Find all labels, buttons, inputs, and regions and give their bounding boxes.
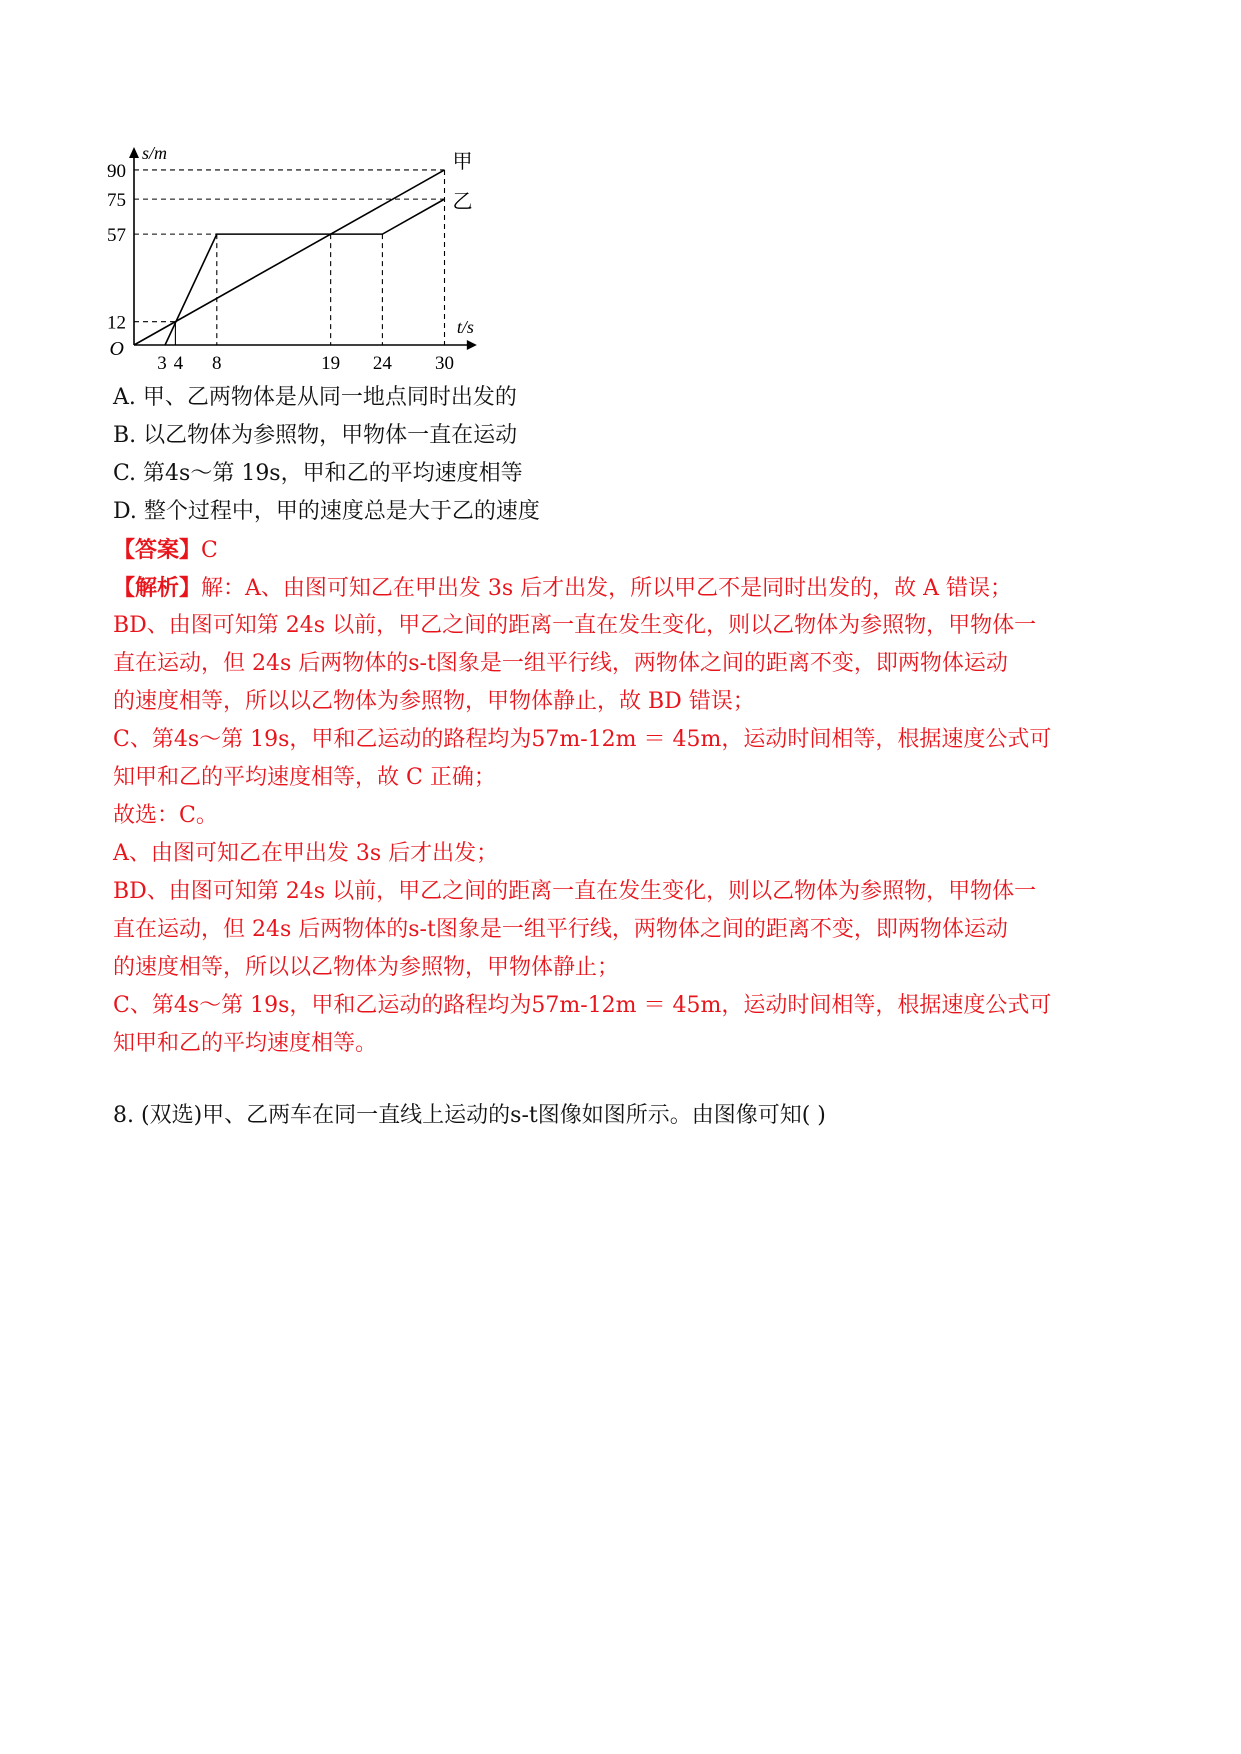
analysis-line-10: 直在运动，但 24s 后两物体的s-t图象是一组平行线，两物体之间的距离不变，即两物体运动 [113,917,1008,942]
series-line-1 [134,170,445,345]
chart-axes [129,147,477,350]
analysis-line-2: BD、由图可知第 24s 以前，甲乙之间的距离一直在发生变化，则以乙物体为参照物，甲物体一 [113,613,1037,638]
y-tick-57: 57 [107,225,126,247]
y-axis-arrow [129,147,139,158]
analysis-line-7: 故选：C。 [113,803,218,828]
answer-value: C [201,538,218,563]
answer-label: 【答案】 [113,537,202,563]
x-tick-19: 19 [321,353,341,374]
x-tick-24: 24 [372,353,392,374]
series-name-1: 甲 [452,150,473,173]
x-tick-30: 30 [435,353,454,374]
x-tick-8: 8 [212,353,222,374]
answer-line [113,535,218,566]
analysis-line-5: C、第4s～第 19s，甲和乙运动的路程均为57m-12m ＝ 45m，运动时间相等，根据速度公式可 [113,727,1052,752]
x-axis-arrow [467,340,477,350]
option-a: A. 甲、乙两物体是从同一地点同时出发的 [113,385,517,410]
y-tick-90: 90 [107,160,126,182]
st-graph [107,143,490,380]
analysis-line-3: 直在运动，但 24s 后两物体的s-t图象是一组平行线，两物体之间的距离不变，即两物体运动 [113,651,1008,676]
analysis-line-11: 的速度相等，所以以乙物体为参照物，甲物体静止； [113,955,620,980]
series-name-2: 乙 [452,191,473,214]
analysis-text-1: 解：A、由图可知乙在甲出发 3s 后才出发，所以甲乙不是同时出发的，故 A 错误； [201,576,1013,601]
analysis-line-9: BD、由图可知第 24s 以前，甲乙之间的距离一直在发生变化，则以乙物体为参照物，甲物体一 [113,879,1037,904]
option-b: B. 以乙物体为参照物，甲物体一直在运动 [113,423,518,448]
analysis-line-12: C、第4s～第 19s，甲和乙运动的路程均为57m-12m ＝ 45m，运动时间相等，根据速度公式可 [113,993,1052,1018]
chart-series [134,170,445,345]
origin-label: O [109,338,124,360]
x-axis-label: t/s [456,317,474,337]
series-line-2 [165,199,444,345]
chart-labels [107,143,474,374]
analysis-line-6: 知甲和乙的平均速度相等，故 C 正确； [113,765,496,790]
y-tick-75: 75 [107,190,126,212]
next-question: 8. (双选)甲、乙两车在同一直线上运动的s-t图像如图所示。由图像可知( ) [113,1103,826,1128]
analysis-line-4: 的速度相等，所以以乙物体为参照物，甲物体静止，故 BD 错误； [113,689,755,714]
analysis-line-1 [113,573,1012,604]
y-axis-label: s/m [142,143,168,163]
analysis-line-8: A、由图可知乙在甲出发 3s 后才出发； [113,841,499,866]
option-d: D. 整个过程中，甲的速度总是大于乙的速度 [113,499,540,524]
x-tick-4: 4 [173,353,184,374]
option-c: C. 第4s～第 19s，甲和乙的平均速度相等 [113,461,523,486]
y-tick-12: 12 [107,312,126,334]
analysis-line-13: 知甲和乙的平均速度相等。 [113,1031,378,1056]
analysis-label: 【解析】 [113,575,202,601]
x-tick-3: 3 [157,353,167,374]
